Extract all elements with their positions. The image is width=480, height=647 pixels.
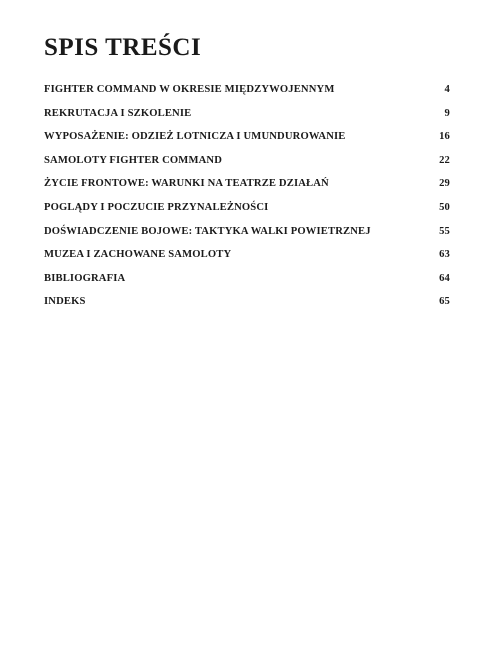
toc-entry-page-number: 50 xyxy=(439,201,450,213)
toc-entry-title: BIBLIOGRAFIA xyxy=(44,272,126,284)
toc-entry[interactable] xyxy=(44,273,450,297)
toc-entry-page-number: 16 xyxy=(439,131,450,143)
toc-entry-title: DOŚWIADCZENIE BOJOWE: TAKTYKA WALKI POWIETRZNEJ xyxy=(44,225,371,237)
table-of-contents xyxy=(44,84,450,320)
toc-entry[interactable] xyxy=(44,296,450,320)
toc-entry-page-number: 55 xyxy=(439,225,450,237)
toc-entry-title: WYPOSAŻENIE: ODZIEŻ LOTNICZA I UMUNDUROWANIE xyxy=(44,131,346,143)
toc-entry-page-number: 63 xyxy=(439,249,450,261)
toc-entry-title: REKRUTACJA I SZKOLENIE xyxy=(44,107,192,119)
toc-entry-page-number: 22 xyxy=(439,154,450,166)
toc-entry[interactable] xyxy=(44,178,450,202)
toc-entry[interactable] xyxy=(44,249,450,273)
toc-entry-title: SAMOLOTY FIGHTER COMMAND xyxy=(44,154,223,166)
toc-entry-title: INDEKS xyxy=(44,296,86,308)
toc-entry-page-number: 64 xyxy=(439,272,450,284)
toc-entry[interactable] xyxy=(44,202,450,226)
toc-entry-page-number: 4 xyxy=(444,84,450,95)
toc-entry-page-number: 9 xyxy=(444,107,450,119)
toc-entry-title: FIGHTER COMMAND W OKRESIE MIĘDZYWOJENNYM xyxy=(44,84,335,95)
toc-entry[interactable] xyxy=(44,155,450,179)
toc-entry[interactable] xyxy=(44,84,450,108)
toc-entry[interactable] xyxy=(44,131,450,155)
toc-entry[interactable] xyxy=(44,226,450,250)
toc-entry-title: POGLĄDY I POCZUCIE PRZYNALEŻNOŚCI xyxy=(44,201,269,213)
toc-entry-page-number: 65 xyxy=(439,296,450,308)
toc-entry-title: MUZEA I ZACHOWANE SAMOLOTY xyxy=(44,249,232,261)
toc-entry[interactable] xyxy=(44,108,450,132)
page-title: SPIS TREŚCI xyxy=(44,34,202,61)
toc-entry-title: ŻYCIE FRONTOWE: WARUNKI NA TEATRZE DZIAŁAŃ xyxy=(44,178,329,190)
toc-entry-page-number: 29 xyxy=(439,178,450,190)
